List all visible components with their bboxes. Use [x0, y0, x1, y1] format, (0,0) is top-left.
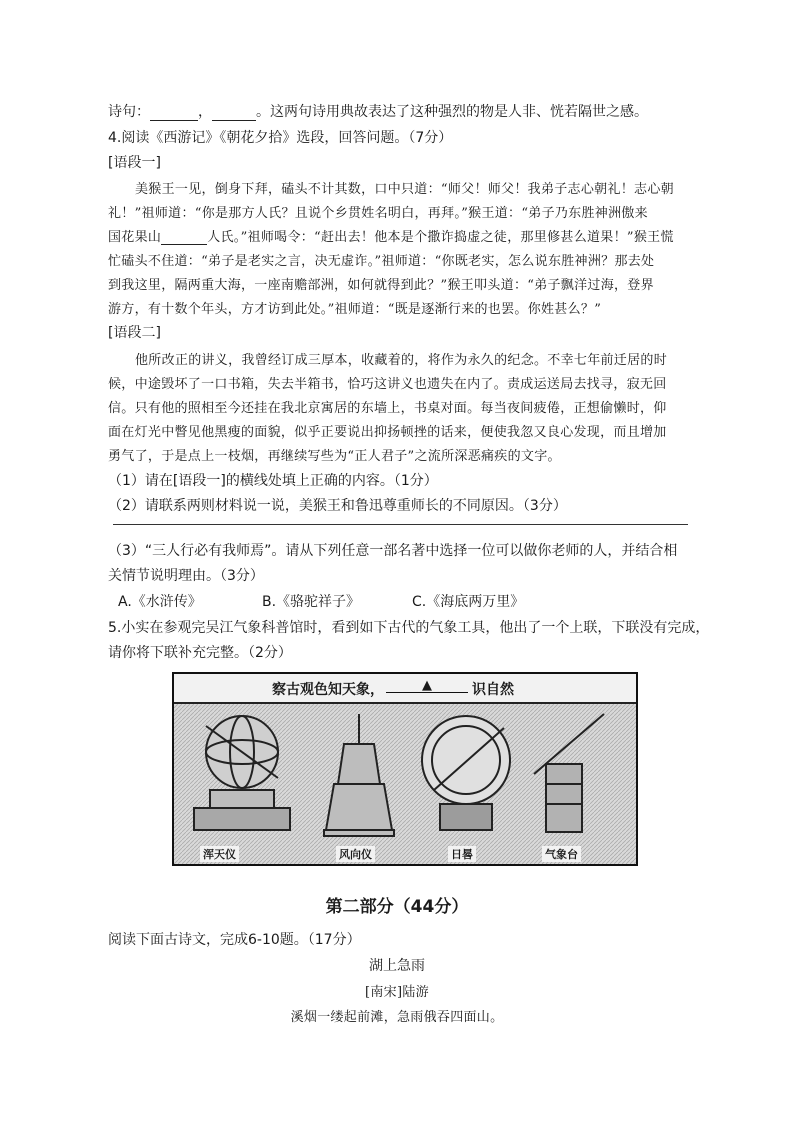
q4-sub1: （1）请在[语段一]的横线处填上正确的内容。（1分）	[108, 473, 438, 489]
q4-sub3-cont: 关情节说明理由。（3分）	[108, 568, 264, 584]
seg2-line: 他所改正的讲义，我曾经订成三厚本，收藏着的，将作为永久的纪念。不幸七年前迁居的时	[135, 353, 668, 368]
segment-1-label: [语段一]	[108, 155, 161, 171]
seg2-line: 候，中途毁坏了一口书箱，失去半箱书，恰巧这讲义也遗失在内了。责成运送局去找寻，寂无回	[108, 377, 667, 392]
seg1-line-with-blank	[108, 226, 674, 245]
answer-blank-3[interactable]	[161, 230, 207, 245]
answer-blank-2[interactable]	[212, 106, 256, 121]
meteorology-instruments-figure	[172, 672, 638, 866]
seg2-line: 勇气了，于是点上一枝烟，再继续写些为“正人君子”之流所深恶痛疾的文字。	[108, 449, 561, 464]
poem-prefix: 诗句：	[108, 104, 150, 120]
comma: ，	[198, 104, 212, 120]
answer-blank-1[interactable]	[150, 106, 198, 121]
couplet-banner	[174, 674, 636, 704]
segment-2-label: [语段二]	[108, 325, 161, 341]
q4-sub3: （3）“三人行必有我师焉”。请从下列任意一部名著中选择一位可以做你老师的人，并结合相	[108, 543, 678, 559]
part-2-heading: 第二部分（44分）	[325, 897, 469, 917]
seg2-line: 面在灯光中瞥见他黑瘦的面貌，似乎正要说出抑扬顿挫的话来，便使我忽又良心发现，而且增加	[108, 425, 667, 440]
caption-sundial: 日晷	[448, 846, 476, 862]
q4-title: 4.阅读《西游记》《朝花夕拾》选段，回答问题。（7分）	[108, 130, 453, 146]
q5-title: 5.小实在参观完吴江气象科普馆时，看到如下古代的气象工具，他出了一个上联，下联没有完成，	[108, 620, 710, 636]
poem-suffix: 。这两句诗用典故表达了这种强烈的物是人非、恍若隔世之感。	[256, 104, 648, 120]
blank-marker-icon: ▲	[422, 678, 432, 693]
seg1-line: 游方，有十数个年头，方才访到此处。”祖师道：“既是逐渐行来的也罢。你姓甚么？”	[108, 302, 602, 317]
option-b[interactable]: B.《骆驼祥子》	[262, 594, 361, 610]
q5-title-cont: 请你将下联补充完整。（2分）	[108, 645, 292, 661]
poem-title: 湖上急雨	[369, 958, 425, 974]
seg1-line: 忙磕头不住道：“弟子是老实之言，决无虚诈。”祖师道：“你既老实，怎么说东胜神洲？那去处	[108, 254, 655, 269]
poem-fill-line	[108, 101, 648, 121]
seg1-line: 美猴王一见，倒身下拜，磕头不计其数，口中只道：“师父！师父！我弟子志心朝礼！志心朝	[135, 182, 674, 197]
instruments-illustration	[174, 704, 636, 864]
seg2-line: 信。只有他的照相至今还挂在我北京寓居的东墙上，书桌对面。每当夜间疲倦，正想偷懒时，仰	[108, 401, 667, 416]
seg1-line: 到我这里，隔两重大海，一座南赡部洲，如何就得到此？”猴王叩头道：“弟子飘洋过海，登界	[108, 278, 654, 293]
caption-armillary-sphere: 浑天仪	[200, 846, 239, 862]
answer-line[interactable]	[113, 524, 688, 525]
q4-sub2: （2）请联系两则材料说一说，美猴王和鲁迅尊重师长的不同原因。（3分）	[108, 498, 567, 514]
caption-wind-vane: 风向仪	[336, 846, 375, 862]
option-c[interactable]: C.《海底两万里》	[412, 594, 525, 610]
caption-observatory: 气象台	[542, 846, 581, 862]
seg1-line3-rest: 人氏。”祖师喝令：“赶出去！他本是个撒诈捣虚之徒，那里修甚么道果！”猴王慌	[207, 230, 674, 245]
couplet-first-line: 察古观色知天象，	[272, 682, 384, 698]
poem-line: 溪烟一缕起前滩，急雨俄吞四面山。	[290, 1010, 504, 1025]
seg1-line: 礼！”祖师道：“你是那方人氏？且说个乡贯姓名明白，再拜。”猴王道：“弟子乃东胜神洲傲来	[108, 206, 648, 221]
couplet-second-line-end: 识自然	[472, 682, 514, 698]
seg1-line3-prefix: 国花果山	[108, 230, 162, 245]
part-2-instruction: 阅读下面古诗文，完成6-10题。（17分）	[108, 932, 361, 948]
option-a[interactable]: A.《水浒传》	[118, 594, 202, 610]
poem-author: [南宋]陆游	[365, 985, 429, 1000]
